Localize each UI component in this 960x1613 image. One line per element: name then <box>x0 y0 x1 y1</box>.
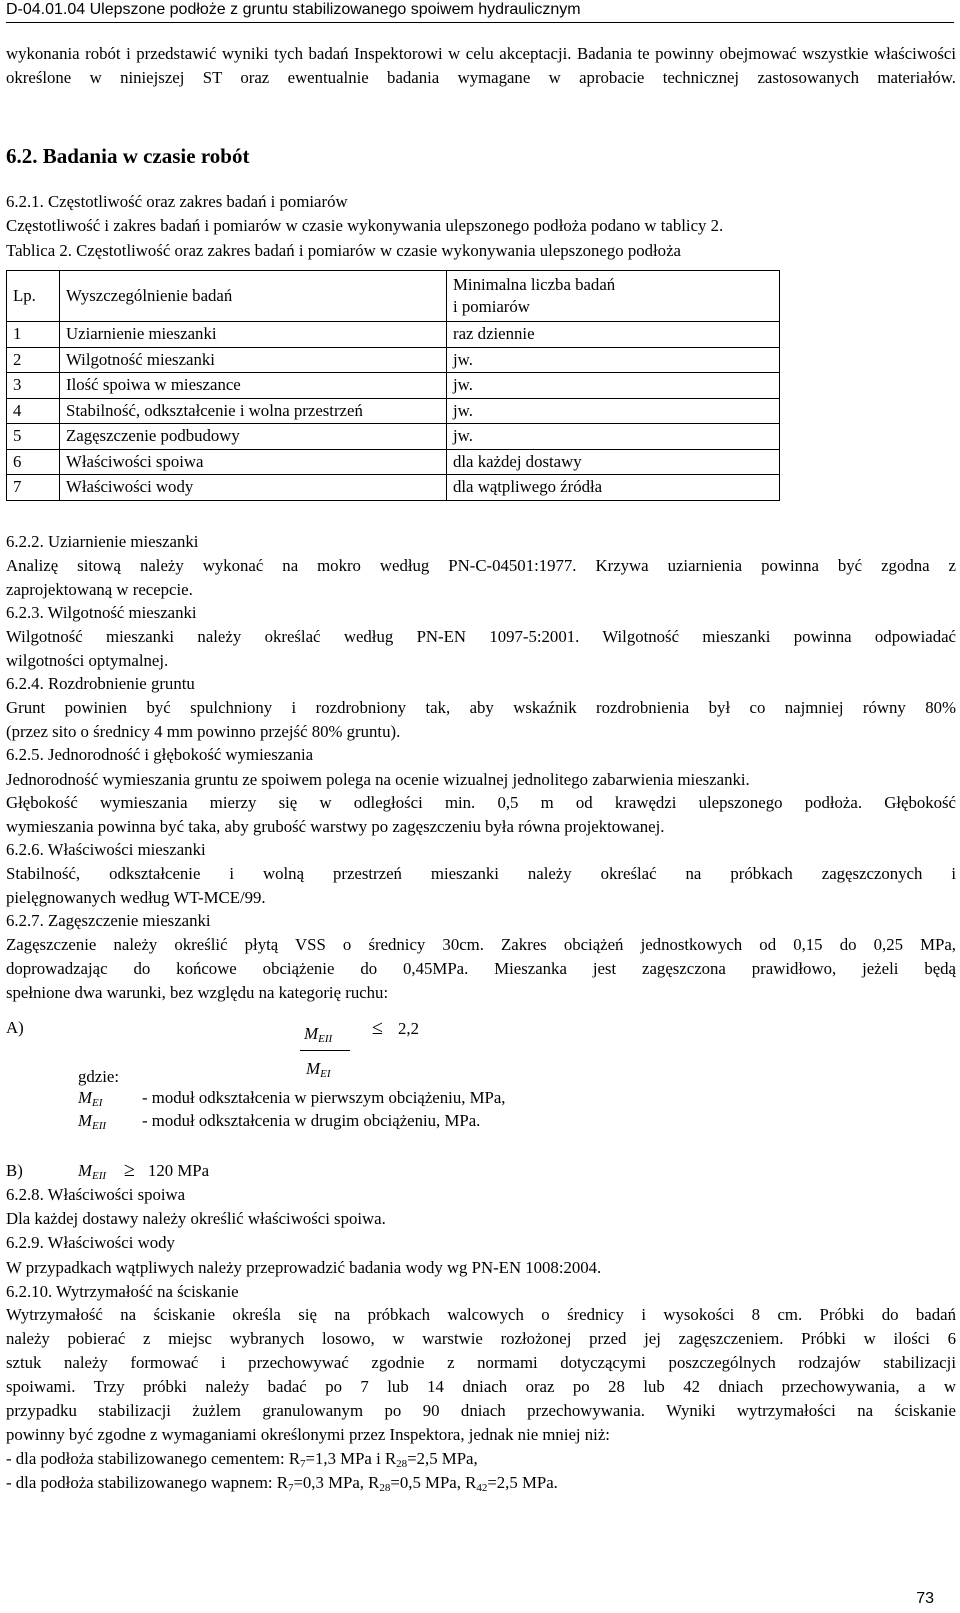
table-row <box>7 373 780 399</box>
cell-lp: 1 <box>7 322 60 348</box>
lime-mid3: =2,5 MPa. <box>487 1473 558 1492</box>
cell-lp: 6 <box>7 449 60 475</box>
lime-requirement <box>6 1473 558 1493</box>
formula-label-b: B) <box>6 1161 23 1180</box>
cell-name: Uziarnienie mieszanki <box>60 322 447 348</box>
def1-sub: EI <box>91 1097 103 1109</box>
s626-line1 <box>6 862 956 886</box>
s6210-line2-text: należy pobierać z miejsc wybranych losowo, w warstwie rozłożonej przed jej zagęszczeniem. Próbki w ilości 6 <box>6 1329 956 1348</box>
s622-line1 <box>6 554 956 578</box>
header-name: Wyszczególnienie badań <box>60 271 447 322</box>
def1-m: M <box>78 1088 92 1107</box>
cem-mid1: =1,3 MPa i R <box>305 1449 397 1468</box>
table-row <box>7 475 780 501</box>
s625-line2 <box>6 791 956 815</box>
intro-paragraph <box>6 42 956 90</box>
s625-line1: Jednorodność wymieszania gruntu ze spoiwem polega na ocenie wizualnej jednolitego zabarwienia mieszanki. <box>6 770 750 789</box>
s624-line2: (przez sito o średnicy 4 mm powinno przejść 80% gruntu). <box>6 722 401 741</box>
table-2 <box>6 270 780 501</box>
formula-numerator <box>304 1024 332 1044</box>
table-row <box>7 424 780 450</box>
cell-name: Właściwości spoiwa <box>60 449 447 475</box>
cell-name: Stabilność, odkształcenie i wolna przestrzeń <box>60 398 447 424</box>
cell-lp: 4 <box>7 398 60 424</box>
s622-line2: zaprojektowaną w recepcie. <box>6 580 193 599</box>
def2-sub: EII <box>91 1120 107 1132</box>
header-min-count <box>447 271 780 322</box>
table-row <box>7 322 780 348</box>
s626-line2: pielęgnowanych według WT-MCE/99. <box>6 888 266 907</box>
s626-line1-text: Stabilność, odkształcenie i wolną przestrzeń mieszanki należy określać na próbkach zagęszczonych i <box>6 864 956 883</box>
s6210-line1-text: Wytrzymałość na ściskanie określa się na próbkach walcowych o średnicy i wysokości 8 cm. Próbki do badań <box>6 1305 956 1324</box>
header-lp: Lp. <box>7 271 60 322</box>
cell-name: Zagęszczenie podbudowy <box>60 424 447 450</box>
cell-freq: raz dziennie <box>447 322 780 348</box>
numerator-sub: EII <box>318 1033 333 1045</box>
page-header: D-04.01.04 Ulepszone podłoże z gruntu stabilizowanego spoiwem hydraulicznym <box>6 0 954 23</box>
cell-name: Właściwości wody <box>60 475 447 501</box>
cem-sub1: 7 <box>300 1458 306 1470</box>
cell-freq: dla każdej dostawy <box>447 449 780 475</box>
s622-title: 6.2.2. Uziarnienie mieszanki <box>6 532 199 551</box>
s6210-line4 <box>6 1375 956 1399</box>
def2-m: M <box>78 1111 92 1130</box>
s627-line1 <box>6 933 956 957</box>
table-row <box>7 449 780 475</box>
cell-lp: 2 <box>7 347 60 373</box>
s621-text: Częstotliwość i zakres badań i pomiarów w czasie wykonywania ulepszonego podłoża podano w tablicy 2. <box>6 216 724 235</box>
cell-name: Wilgotność mieszanki <box>60 347 447 373</box>
s623-line1-text: Wilgotność mieszanki należy określać według PN-EN 1097-5:2001. Wilgotność mieszanki powinna odpowiadać <box>6 627 956 646</box>
cell-freq: jw. <box>447 373 780 399</box>
lime-mid2: =0,5 MPa, R <box>390 1473 477 1492</box>
lime-sub3: 42 <box>476 1482 488 1494</box>
lime-sub1: 7 <box>287 1482 294 1494</box>
cell-lp: 7 <box>7 475 60 501</box>
cem-mid2: =2,5 MPa, <box>407 1449 478 1468</box>
s626-title: 6.2.6. Właściwości mieszanki <box>6 840 206 859</box>
cement-requirement <box>6 1449 478 1469</box>
page-number: 73 <box>916 1590 934 1607</box>
table-row <box>7 398 780 424</box>
formula-b-m <box>78 1161 106 1181</box>
s627-line2 <box>6 957 956 981</box>
s6210-line2 <box>6 1327 956 1351</box>
s622-line1-text: Analizę sitową należy wykonać na mokro według PN-C-04501:1977. Krzywa uziarnienia powinna być zgodna z <box>6 556 956 575</box>
s627-line2-text: doprowadzając do końcowe obciążenie do 0,45MPa. Mieszanka jest zagęszczona prawidłowo, jeżeli będą <box>6 959 956 978</box>
s627-title: 6.2.7. Zagęszczenie mieszanki <box>6 911 211 930</box>
b-m: M <box>78 1161 92 1180</box>
s624-line1 <box>6 696 956 720</box>
s628-text: Dla każdej dostawy należy określić właściwości spoiwa. <box>6 1209 386 1228</box>
formula-b-value: 120 MPa <box>148 1161 210 1180</box>
formula-def1-text: - moduł odkształcenia w pierwszym obciążeniu, MPa, <box>142 1088 506 1107</box>
cem-sub2: 28 <box>396 1458 408 1470</box>
table-row <box>7 347 780 373</box>
formula-def1 <box>78 1088 102 1108</box>
cell-lp: 3 <box>7 373 60 399</box>
cell-freq: jw. <box>447 424 780 450</box>
s6210-title: 6.2.10. Wytrzymałość na ściskanie <box>6 1282 239 1301</box>
s6210-line3 <box>6 1351 956 1375</box>
formula-denominator <box>306 1059 331 1079</box>
formula-relation: ≤ <box>372 1017 383 1039</box>
s624-title: 6.2.4. Rozdrobnienie gruntu <box>6 674 195 693</box>
denominator-sub: EI <box>320 1068 331 1080</box>
denominator-m: M <box>306 1059 321 1078</box>
cell-freq: dla wątpliwego źródła <box>447 475 780 501</box>
b-sub: EII <box>91 1170 107 1182</box>
cell-freq: jw. <box>447 398 780 424</box>
s6210-line3-text: sztuk należy formować i przechowywać zgodnie z normami dotyczącymi poszczególnych rodzajów stabilizacji <box>6 1353 956 1372</box>
s623-title: 6.2.3. Wilgotność mieszanki <box>6 603 197 622</box>
section-heading: 6.2. Badania w czasie robót <box>6 144 250 168</box>
s625-title: 6.2.5. Jednorodność i głębokość wymieszania <box>6 745 314 764</box>
s624-line1-text: Grunt powinien być spulchniony i rozdrobniony tak, aby wskaźnik rozdrobnienia był co najmniej równy 80% <box>6 698 956 717</box>
s627-line1-text: Zagęszczenie należy określić płytą VSS o średnicy 30cm. Zakres obciążeń jednostkowych od 0,15 do 0,25 MPa, <box>6 935 956 954</box>
formula-b-relation: ≥ <box>124 1159 135 1181</box>
numerator-m: M <box>304 1024 319 1043</box>
lime-mid1: =0,3 MPa, R <box>293 1473 380 1492</box>
s629-text: W przypadkach wątpliwych należy przeprowadzić badania wody wg PN-EN 1008:2004. <box>6 1258 602 1277</box>
s625-line3: wymieszania powinna być taka, aby grubość warstwy po zagęszczeniu była równa projektowanej. <box>6 817 665 836</box>
s621-title: 6.2.1. Częstotliwość oraz zakres badań i pomiarów <box>6 192 348 211</box>
cell-name: Ilość spoiwa w mieszance <box>60 373 447 399</box>
formula-def2-text: - moduł odkształcenia w drugim obciążeniu, MPa. <box>142 1111 481 1130</box>
s623-line2: wilgotności optymalnej. <box>6 651 169 670</box>
cell-freq: jw. <box>447 347 780 373</box>
s6210-line4-text: spoiwami. Trzy próbki należy badać po 7 lub 14 dniach oraz po 28 lub 42 dniach przechowywania, a w <box>6 1377 956 1396</box>
header-min-count-line2: i pomiarów <box>453 297 530 316</box>
lime-sub2: 28 <box>379 1482 391 1494</box>
formula-def2 <box>78 1111 106 1131</box>
table-header-row <box>7 271 780 322</box>
s629-title: 6.2.9. Właściwości wody <box>6 1233 175 1252</box>
cell-lp: 5 <box>7 424 60 450</box>
lime-pre: - dla podłoża stabilizowanego wapnem: R <box>6 1473 288 1492</box>
s6210-line6: powinny być zgodne z wymaganiami określonymi przez Inspektora, jednak nie mniej niż: <box>6 1425 610 1444</box>
cem-pre: - dla podłoża stabilizowanego cementem: R <box>6 1449 301 1468</box>
s627-line3: spełnione dwa warunki, bez względu na kategorię ruchu: <box>6 983 389 1002</box>
formula-where: gdzie: <box>78 1067 120 1086</box>
s6210-line5-text: przypadku stabilizacji żużlem granulowanym po 90 dniach przechowywania. Wyniki wytrzymałości na ściskanie <box>6 1401 956 1420</box>
intro-text: wykonania robót i przedstawić wyniki tych badań Inspektorowi w celu akceptacji. Badania te powinny obejmować wszystkie właściwości określone w niniejszej ST oraz ewentualnie badania wymagane w aprobacie technicznej zastosowanych materiałów. <box>6 44 956 87</box>
formula-value: 2,2 <box>398 1019 419 1038</box>
s623-line1 <box>6 625 956 649</box>
formula-label-a: A) <box>6 1018 24 1037</box>
fraction-line <box>300 1050 350 1051</box>
s628-title: 6.2.8. Właściwości spoiwa <box>6 1185 186 1204</box>
s6210-line1 <box>6 1303 956 1327</box>
table-caption: Tablica 2. Częstotliwość oraz zakres badań i pomiarów w czasie wykonywania ulepszonego podłoża <box>6 241 681 260</box>
s625-line2-text: Głębokość wymieszania mierzy się w odległości min. 0,5 m od krawędzi ulepszonego podłoża. Głębokość <box>6 793 956 812</box>
s6210-line5 <box>6 1399 956 1423</box>
header-min-count-line1: Minimalna liczba badań <box>453 275 616 294</box>
